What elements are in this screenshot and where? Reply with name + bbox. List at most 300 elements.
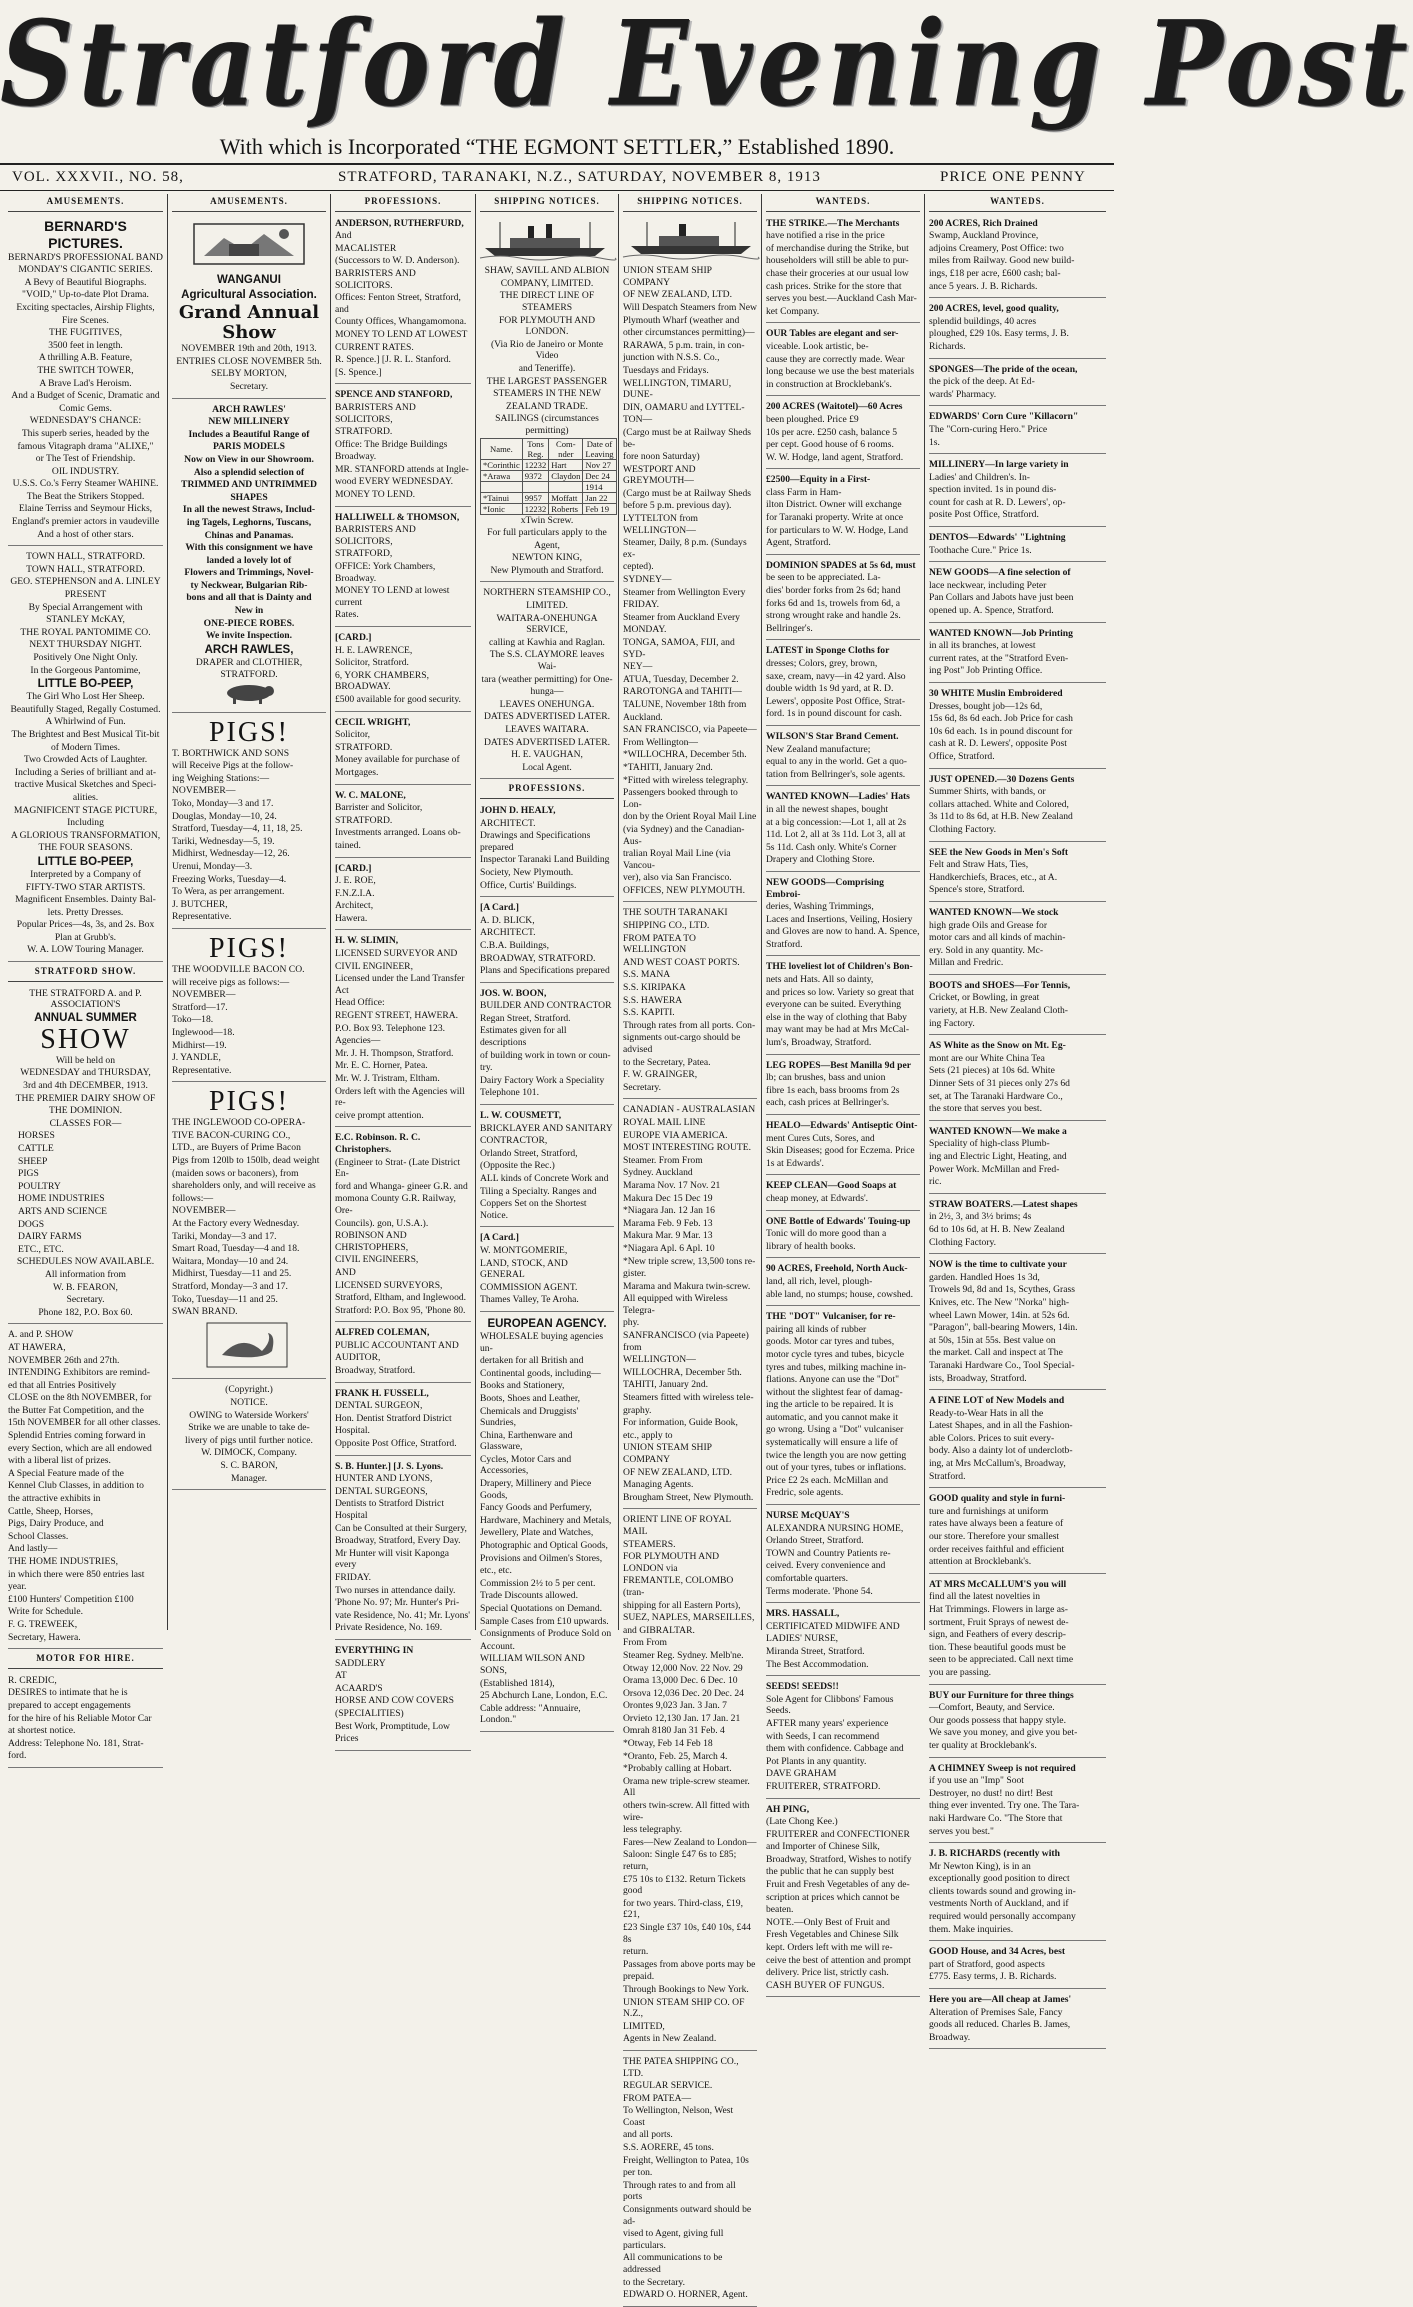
text-line: THE LARGEST PASSENGER (486, 375, 608, 387)
ad-body (8, 1256, 163, 1318)
text-line: nets and Hats. All so dainty, (766, 974, 874, 986)
text-line: CLASSES FOR— (49, 1117, 122, 1129)
text-line: ery. Sold in any quantity. Mc- (929, 944, 1044, 956)
text-line: Sets (21 pieces) at 10s 6d. White (929, 1065, 1055, 1077)
text-line: For information, Guide Book, (623, 1417, 738, 1429)
show-title: LITTLE BO-PEEP, (37, 678, 134, 691)
text-line: S.S. HAWERA (623, 994, 683, 1006)
text-line: Including a Series of brilliant and at- (14, 766, 157, 778)
table-cell (522, 481, 548, 492)
text-line: NORTHERN STEAMSHIP CO., (483, 587, 611, 599)
divider-rule (0, 163, 1114, 165)
sailings-table-body (481, 459, 617, 514)
text-line: and GIBRALTAR. (623, 1624, 695, 1636)
text-line: ORIENT LINE OF ROYAL MAIL (623, 1514, 731, 1537)
text-line: A thrilling A.B. Feature, (38, 352, 133, 364)
show-grounds-illustration (174, 220, 324, 268)
text-line: lace neckwear, including Peter (929, 579, 1047, 591)
text-line: Agent, (534, 539, 560, 551)
text-line: kept. Orders left with me will re- (766, 1942, 893, 1954)
text-line: £775. Easy terms, J. B. Richards. (929, 1971, 1057, 1983)
wanted-ads-list (766, 215, 920, 1998)
text-line: Secretary. (66, 1294, 105, 1306)
text-line: T. BORTHWICK AND SONS (172, 747, 290, 759)
text-line: Hospital. (335, 1425, 370, 1437)
text-line: ACAARD'S (335, 1682, 383, 1694)
ad-intro: THE STRATFORD A. and P. ASSOCIATION'S (29, 987, 142, 1011)
text-line: WEDNESDAY and THURSDAY, (20, 1067, 151, 1079)
text-line: Richards. (929, 340, 966, 352)
text-line: ilton District. Owner will exchange (766, 499, 902, 511)
text-line: calling at Kawhia and Raglan. (489, 636, 605, 648)
text-line: Cricket, or Bowling, in great (929, 992, 1040, 1004)
text-line: Hawera. (335, 912, 368, 924)
text-line: Mr. W. J. Tristram, Eltham. (335, 1073, 440, 1084)
text-line: ing and Electric Light, Heating, and (929, 1151, 1067, 1162)
text-line: Private Residence, No. 169. (335, 1622, 443, 1634)
text-line: Sole Agent for Clibbons' Famous Seeds. (766, 1693, 894, 1717)
text-line: J. BUTCHER, (172, 898, 228, 910)
ad-heading: JOS. W. BOON, (480, 987, 547, 999)
classified-ad (929, 1687, 1106, 1758)
text-line: Kennel Club Classes, in addition to (8, 1480, 144, 1492)
text-line: Consignments of Produce Sold on (480, 1628, 612, 1640)
text-line: tyres and tubes, milking machine in- (766, 1361, 907, 1373)
text-line: WESTPORT AND GREYMOUTH— (623, 463, 696, 487)
text-line: New in (234, 605, 264, 617)
classified-ad (766, 642, 920, 726)
text-line: Sydney. Auckland (623, 1167, 693, 1179)
text-line: PIGS (18, 1168, 39, 1180)
text-line: fore noon Saturday) (623, 451, 700, 463)
text-line: New Plymouth and Stratford. (490, 564, 604, 576)
text-line: Pigs, Dairy Produce, and (8, 1518, 104, 1530)
text-line: And a Budget of Scenic, Dramatic and (11, 390, 160, 402)
text-line: Tariki, Monday—3 and 17. (172, 1230, 277, 1242)
text-line: Estimates given for all descriptions (480, 1025, 567, 1049)
classified-ad (929, 1123, 1106, 1194)
ad-heading: WANTED KNOWN—Ladies' Hats (766, 791, 910, 803)
text-line: Popular Prices—4s, 3s, and 2s. Box (16, 919, 155, 931)
text-line: 11d. Lot 2, all at 3s 11d. Lot 3, all at (766, 829, 906, 841)
classes-list (8, 1130, 163, 1255)
text-line: Stratford: P.O. Box 95, 'Phone 80. (335, 1304, 466, 1316)
ad-body (172, 1384, 326, 1484)
column-2 (167, 194, 330, 1630)
ad-heading: ALFRED COLEMAN, (335, 1327, 430, 1339)
text-line: LAND, STOCK, AND GENERAL (480, 1257, 568, 1281)
ad-heading: NOW is the time to cultivate your (929, 1259, 1067, 1271)
text-line: Stratford. (766, 938, 803, 950)
text-line: Dentists to Stratford District Hospital (335, 1498, 444, 1521)
text-line: THE PREMIER DAIRY SHOW OF (15, 1092, 156, 1104)
text-line: attention at Brocklebank's. (929, 1556, 1032, 1568)
text-line: MONDAY. (623, 624, 667, 636)
text-line: BERNARD'S PROFESSIONAL BAND (8, 251, 163, 263)
classified-ad (766, 1117, 920, 1175)
text-line: Plan at Grubb's. (54, 931, 117, 943)
text-line: Councils). gon, U.S.A.). (335, 1217, 429, 1229)
text-line: junction with N.S.S. Co., (623, 352, 720, 364)
ad-heading: SEEDS! SEEDS!! (766, 1681, 839, 1693)
text-line: Marama Nov. 17 Nov. 21 (623, 1179, 721, 1191)
text-line: A GLORIOUS TRANSFORMATION, (10, 829, 161, 841)
text-line: For full particulars apply to the (487, 527, 607, 539)
table-cell: Nov 27 (583, 459, 616, 470)
text-line: FOR PLYMOUTH AND LONDON. (498, 314, 596, 338)
ad-subtitle: ANNUAL SUMMER (34, 1011, 137, 1024)
shaw-savill-ad (480, 215, 614, 583)
text-line: of Modern Times. (50, 741, 121, 753)
text-line: Secretary. (623, 1081, 661, 1093)
text-line: Toothache Cure." Price 1s. (929, 544, 1032, 556)
text-line: CONTRACTOR, (480, 1135, 548, 1147)
ad-heading: THE loveliest lot of Children's Bon- (766, 961, 913, 973)
text-line: DENTAL SURGEON, (335, 1400, 423, 1412)
classified-ad (766, 1678, 920, 1798)
text-line: double width 1s 9d yard, at R. D. (766, 683, 894, 695)
table-header-row (481, 438, 617, 459)
text-line: ford. (8, 1750, 27, 1762)
text-line: other circumstances permitting)— (623, 327, 755, 339)
ad-heading: DOMINION SPADES at 5s 6d, must (766, 559, 916, 571)
text-line: Passages from above ports may be (623, 1958, 756, 1970)
text-line: systematically will ensure a life of (766, 1437, 898, 1449)
text-line: rates have always been a feature of (929, 1518, 1064, 1530)
classified-ad (766, 325, 920, 396)
text-line: ENTRIES CLOSE NOVEMBER 5th. (176, 355, 322, 367)
classified-ad (766, 471, 920, 555)
text-line: At the Factory every Wednesday. (172, 1218, 300, 1230)
text-line: with Seeds, I can recommend (766, 1730, 880, 1742)
column-3 (330, 194, 475, 1745)
text-line: STRATFORD, (335, 548, 393, 560)
ad-heading: MRS. HASSALL, (766, 1608, 840, 1620)
ad-title: ARCH RAWLES, (204, 643, 294, 656)
classified-ad (335, 860, 471, 931)
text-line: RAROTONGA and TAHITI— (623, 686, 742, 698)
text-line: ROBINSON AND CHRISTOPHERS, (335, 1230, 409, 1253)
text-line: Clothing Factory. (929, 823, 997, 835)
text-line: Consignments outward should be ad- (623, 2204, 752, 2227)
text-line: Managing Agents. (623, 1479, 694, 1491)
text-line: LEAVES WAITARA. (505, 724, 589, 735)
table-cell: *Ionic (481, 503, 523, 514)
classified-ad (335, 714, 471, 785)
text-line: Can be Consulted at their Surgery, (335, 1522, 467, 1534)
text-line: £23 Single £37 10s, £40 10s, £44 8s (623, 1921, 751, 1945)
text-line: ment Cures Cuts, Sores, and (766, 1132, 875, 1144)
text-line: AT (335, 1670, 347, 1682)
text-line: Special Quotations on Demand. (480, 1603, 603, 1614)
text-line: for Taranaki property. Write at once (766, 512, 904, 524)
text-line: TALUNE, November 18th from (623, 698, 747, 710)
text-line: SHAW, SAVILL AND ALBION (484, 265, 610, 277)
text-line: ing Post" Job Printing Office. (929, 665, 1043, 677)
text-line: motor cars and all kinds of machin- (929, 932, 1066, 944)
motor-hire-ad (8, 1672, 163, 1768)
text-line: Phone 182, P.O. Box 60. (38, 1306, 133, 1318)
text-line: We invite Inspection. (205, 630, 293, 642)
text-line: Agents in New Zealand. (623, 2033, 717, 2045)
text-line: ZEALAND TRADE. (506, 400, 588, 412)
text-line: for particulars to W. W. Hodge, Land (766, 524, 909, 536)
ad-heading: OUR Tables are elegant and ser- (766, 328, 899, 340)
ad-heading: NEW GOODS—Comprising Embroi- (766, 876, 884, 900)
text-line: C.B.A. Buildings, (480, 939, 550, 951)
ad-heading: KEEP CLEAN—Good Soaps at (766, 1180, 897, 1192)
ad-title: PIGS! (208, 1086, 289, 1118)
text-line: SWAN BRAND. (172, 1306, 238, 1318)
text-line: NOVEMBER 26th and 27th. (8, 1354, 120, 1366)
text-line: and all ports. (623, 2129, 673, 2141)
text-line: Price £2 2s each. McMillan and (766, 1474, 889, 1486)
text-line: everyone can be suited. Everything (766, 999, 902, 1011)
text-line: ARTS AND SCIENCE (18, 1205, 107, 1217)
text-line: ONE-PIECE ROBES. (203, 617, 295, 629)
text-line: Freezing Works, Tuesday—4. (172, 873, 287, 885)
text-line: Hon. Dentist Stratford District (335, 1412, 452, 1424)
text-line: SHIPPING CO., LTD. (623, 920, 710, 932)
text-line: Steamer Reg. Sydney. Melb'ne. (623, 1649, 744, 1661)
text-line: strong wrought rake and handle 2s. (766, 610, 901, 622)
text-line: Mortgages. (335, 766, 379, 778)
text-line: The S.S. CLAYMORE leaves Wai- (489, 649, 605, 673)
classified-ad (766, 1057, 920, 1115)
table-cell: Jan 22 (583, 492, 616, 503)
text-line: 3s 11d to 8s 6d, at H.B. New Zealand (929, 811, 1073, 823)
show-title: LITTLE BO-PEEP, (37, 855, 134, 868)
text-line: Makura Mar. 9 Mar. 13 (623, 1230, 713, 1242)
text-line: tara (weather permitting) for One- (481, 673, 613, 685)
text-line: ed that all Entries Positively (8, 1379, 117, 1391)
classified-ad (766, 215, 920, 324)
text-line: Skin Diseases; good for Eczema. Price (766, 1145, 915, 1157)
text-line: Two Crowded Acts of Laughter. (23, 754, 148, 766)
text-line: MACALISTER (335, 242, 397, 254)
text-line: tractive Musical Sketches and Speci- (14, 779, 157, 791)
text-line: Sample Cases from £10 upwards. (480, 1615, 609, 1627)
text-line: *TAHITI, January 2nd. (623, 761, 713, 773)
text-line: FOR PLYMOUTH AND LONDON via (623, 1551, 720, 1574)
stratford-show-ad (8, 985, 163, 1325)
text-line: ARCHITECT. (480, 927, 536, 939)
text-line: Opposite Post Office, Stratford. (335, 1438, 457, 1450)
table-cell: 9957 (522, 492, 548, 503)
text-line: prepared to accept engagements (8, 1699, 131, 1711)
text-line: beaten. (766, 1904, 794, 1916)
text-line: the market. Call and inspect at The (929, 1347, 1063, 1359)
text-line: All communications to be addressed (623, 2252, 723, 2275)
text-line: vate Residence, No. 41; Mr. Lyons' (335, 1609, 470, 1621)
text-line: in which there were 850 entries last (8, 1568, 145, 1580)
text-line: follows:— (172, 1192, 214, 1204)
text-line: Licensed under the Land Transfer Act (335, 973, 465, 996)
text-line: Office, Curtis' Buildings. (480, 879, 577, 891)
text-line: With this consignment we have (185, 542, 313, 554)
text-line: *Niagara Jan. 12 Jan 16 (623, 1205, 715, 1217)
classified-ad (929, 300, 1106, 358)
text-line: LIMITED. (526, 600, 568, 612)
text-line: sign, and Feathers of every descrip- (929, 1629, 1066, 1641)
text-line: (Engineer to Strat- (Late District En- (335, 1156, 461, 1180)
text-line: FRUITERER and CONFECTIONER (766, 1828, 910, 1840)
text-line: 10s per acre. £250 cash, balance 5 (766, 426, 898, 438)
text-line: Investments arranged. Loans ob- (335, 827, 461, 839)
ad-title: BERNARD'S PICTURES. (44, 217, 127, 251)
text-line: else in the way of clothing that Baby (766, 1011, 907, 1023)
volume-number: VOL. XXXVII., NO. 58, (12, 169, 184, 185)
text-line: prepaid. (623, 1971, 655, 1983)
ad-heading: Here you are—All cheap at James' (929, 1994, 1072, 2006)
text-line: each, cash prices at Bellringer's. (766, 1097, 890, 1109)
text-line: S.S. AORERE, 45 tons. (623, 2142, 714, 2154)
text-line: Steamer from Auckland Every (623, 611, 740, 623)
text-line: be seen to be appreciated. La- (766, 572, 881, 584)
text-line: Orsova 12,036 Dec. 20 Dec. 24 (623, 1687, 744, 1699)
text-line: Broadway. (929, 2031, 971, 2043)
text-line: LYTTELTON from WELLINGTON— (623, 513, 698, 536)
professions-list (335, 215, 471, 1751)
text-line: UNION STEAM SHIP COMPANY (623, 265, 712, 288)
text-line: ter quality at Brocklebank's. (929, 1739, 1037, 1751)
classified-ad (929, 1490, 1106, 1574)
text-line: COMMISSION AGENT. (480, 1281, 578, 1293)
text-line: Smart Road, Tuesday—4 and 18. (172, 1243, 300, 1255)
ad-body (172, 748, 326, 923)
text-line: H. E. LAWRENCE, (335, 644, 413, 656)
text-line: OFFICE: York Chambers, Broadway. (335, 561, 436, 584)
inglewood-pigs-ad (172, 1084, 326, 1379)
text-line: WAITARA-ONEHUNGA SERVICE, (496, 612, 598, 636)
text-line: The "Corn-curing Hero." Price (929, 423, 1048, 435)
text-line: UNION STEAM SHIP CO. OF N.Z., (623, 1996, 745, 2020)
text-line: FROM PATEA TO WELLINGTON (623, 932, 696, 956)
text-line: phy. (623, 1317, 640, 1329)
text-line: THE HOME INDUSTRIES, (8, 1556, 119, 1567)
text-line: Chemicals and Druggists' Sundries, (480, 1405, 579, 1429)
text-line: This superb series, headed by the (21, 427, 150, 439)
ad-heading: SEE the New Goods in Men's Soft (929, 846, 1069, 858)
text-line: 6, YORK CHAMBERS, BROADWAY. (335, 669, 429, 693)
text-line: Coppers Set on the Shortest Notice. (480, 1198, 587, 1221)
ad-title: SHOW (40, 1023, 131, 1055)
table-cell: Dec 24 (583, 470, 616, 481)
ad-heading: H. W. SLIMIN, (335, 935, 399, 947)
text-line: Trowels 9d, 8d and 1s, Scythes, Grass (929, 1284, 1075, 1296)
text-line: lb; can brushes, bass and union (766, 1072, 886, 1084)
text-line: Lewers', opposite Post Office, Strat- (766, 695, 906, 707)
masthead (0, 0, 1413, 185)
text-line: Also a splendid selection of (193, 466, 305, 478)
text-line: ing Tagels, Leghorns, Tuscans, (186, 516, 312, 528)
text-line: Boots, Shoes and Leather, (480, 1392, 581, 1404)
text-line: GEO. STEPHENSON and A. LINLEY (10, 576, 161, 588)
classified-ad (929, 1576, 1106, 1685)
text-line: Broadway. (335, 451, 377, 463)
text-line: for two years. Third-class, £19, £21, (623, 1897, 743, 1921)
text-line: In the Gorgeous Pantomime, (30, 664, 141, 676)
text-line: TRIMMED AND UNTRIMMED (181, 479, 317, 491)
text-line: ings, £18 per acre, £600 cash; bal- (929, 267, 1061, 279)
ad-heading: SPENCE AND STANFORD, (335, 389, 453, 401)
text-line: HORSE AND COW COVERS (335, 1695, 454, 1707)
text-line: Drawings and Specifications prepared (480, 830, 591, 853)
text-line: and Gloves are now to hand. A. Spence, (766, 926, 920, 938)
text-line: *Niagara Apl. 6 Apl. 10 (623, 1242, 715, 1254)
text-line: INTENDING Exhibitors are remind- (8, 1367, 150, 1379)
text-line: in all its branches, at lowest (929, 640, 1036, 652)
text-line: (Established 1814), (480, 1677, 555, 1689)
text-line: vestments North of Auckland, and if (929, 1898, 1069, 1910)
text-line: (Successors to W. D. Anderson). (335, 255, 460, 267)
text-line: (SPECIALITIES) (335, 1707, 404, 1719)
text-line: ford. 1s in pound discount for cash. (766, 708, 902, 720)
text-line: Offices: Fenton Street, Stratford, and (335, 292, 461, 315)
text-line: DAVE GRAHAM (766, 1768, 837, 1780)
text-line: ALL kinds of Concrete Work and (480, 1173, 609, 1184)
text-line: may want may be had at Mrs McCal- (766, 1024, 910, 1036)
text-line: twice the length you are now getting (766, 1449, 907, 1461)
classified-ad (766, 398, 920, 469)
classified-ad (766, 1213, 920, 1259)
text-line: householders will still be able to pur- (766, 255, 909, 267)
table-row (481, 481, 617, 492)
text-line: ALEXANDRA NURSING HOME, (766, 1522, 904, 1534)
text-line: or The Test of Friendship. (35, 453, 136, 465)
text-line: STEAMERS IN THE NEW (493, 388, 601, 400)
text-line: set, at The Taranaki Hardware Co., (929, 1090, 1063, 1102)
place-date: STRATFORD, TARANAKI, N.Z., SATURDAY, NOVEMBER 8, 1913 (338, 169, 821, 185)
text-line: Urenui, Monday—3. (172, 860, 253, 872)
hawera-show-ad (8, 1326, 163, 1649)
section-heading: MOTOR FOR HIRE. (8, 1651, 163, 1669)
text-line: TOWN HALL, STRATFORD. (26, 551, 145, 563)
ad-body (480, 515, 614, 577)
price: PRICE ONE PENNY (940, 169, 1086, 185)
table-cell: Feb 19 (583, 503, 616, 514)
text-line: WHOLESALE buying agencies un- (480, 1330, 604, 1354)
text-line: spection invited. 1s in pound dis- (929, 484, 1057, 496)
text-line: H. E. VAUGHAN, (511, 749, 583, 761)
text-line: STRATFORD. (220, 669, 278, 681)
text-line: serves you best.—Auckland Cash Mar- (766, 293, 917, 305)
text-line: LTD., are Buyers of Prime Bacon (172, 1142, 301, 1154)
text-line: FROM PATEA— (623, 2092, 692, 2104)
text-line: Knives, etc. The New "Norka" high- (929, 1296, 1070, 1308)
ad-body (623, 265, 757, 896)
text-line: Positively One Night Only. (33, 652, 138, 663)
ad-body (623, 2056, 757, 2301)
text-line: Through rates from all ports. Con- (623, 1019, 756, 1031)
text-line: library of health books. (766, 1240, 856, 1252)
text-line: F. W. GRAINGER, (623, 1069, 698, 1081)
text-line: Cable address: "Annuaire, London." (480, 1702, 581, 1726)
text-line: BUILDER AND CONTRACTOR (480, 1000, 612, 1012)
text-line: ing Weighing Stations:— (172, 772, 270, 784)
text-line: 3500 feet in length. (48, 339, 123, 351)
ad-heading: WANTED KNOWN—Job Printing (929, 627, 1073, 639)
text-line: Stratford. (929, 1470, 966, 1482)
text-line: Architect, (335, 900, 374, 912)
text-line: THE DOMINION. (48, 1105, 122, 1117)
section-heading: SHIPPING NOTICES. (480, 194, 614, 212)
text-line: S.S. KAPITI. (623, 1007, 675, 1019)
ad-heading: A FINE LOT of New Models and (929, 1395, 1065, 1407)
text-line: out of your tyres, tubes or inflations. (766, 1462, 907, 1474)
text-line: ing Factory. (929, 1017, 975, 1029)
text-line: Trade Discounts allowed. (480, 1590, 578, 1602)
